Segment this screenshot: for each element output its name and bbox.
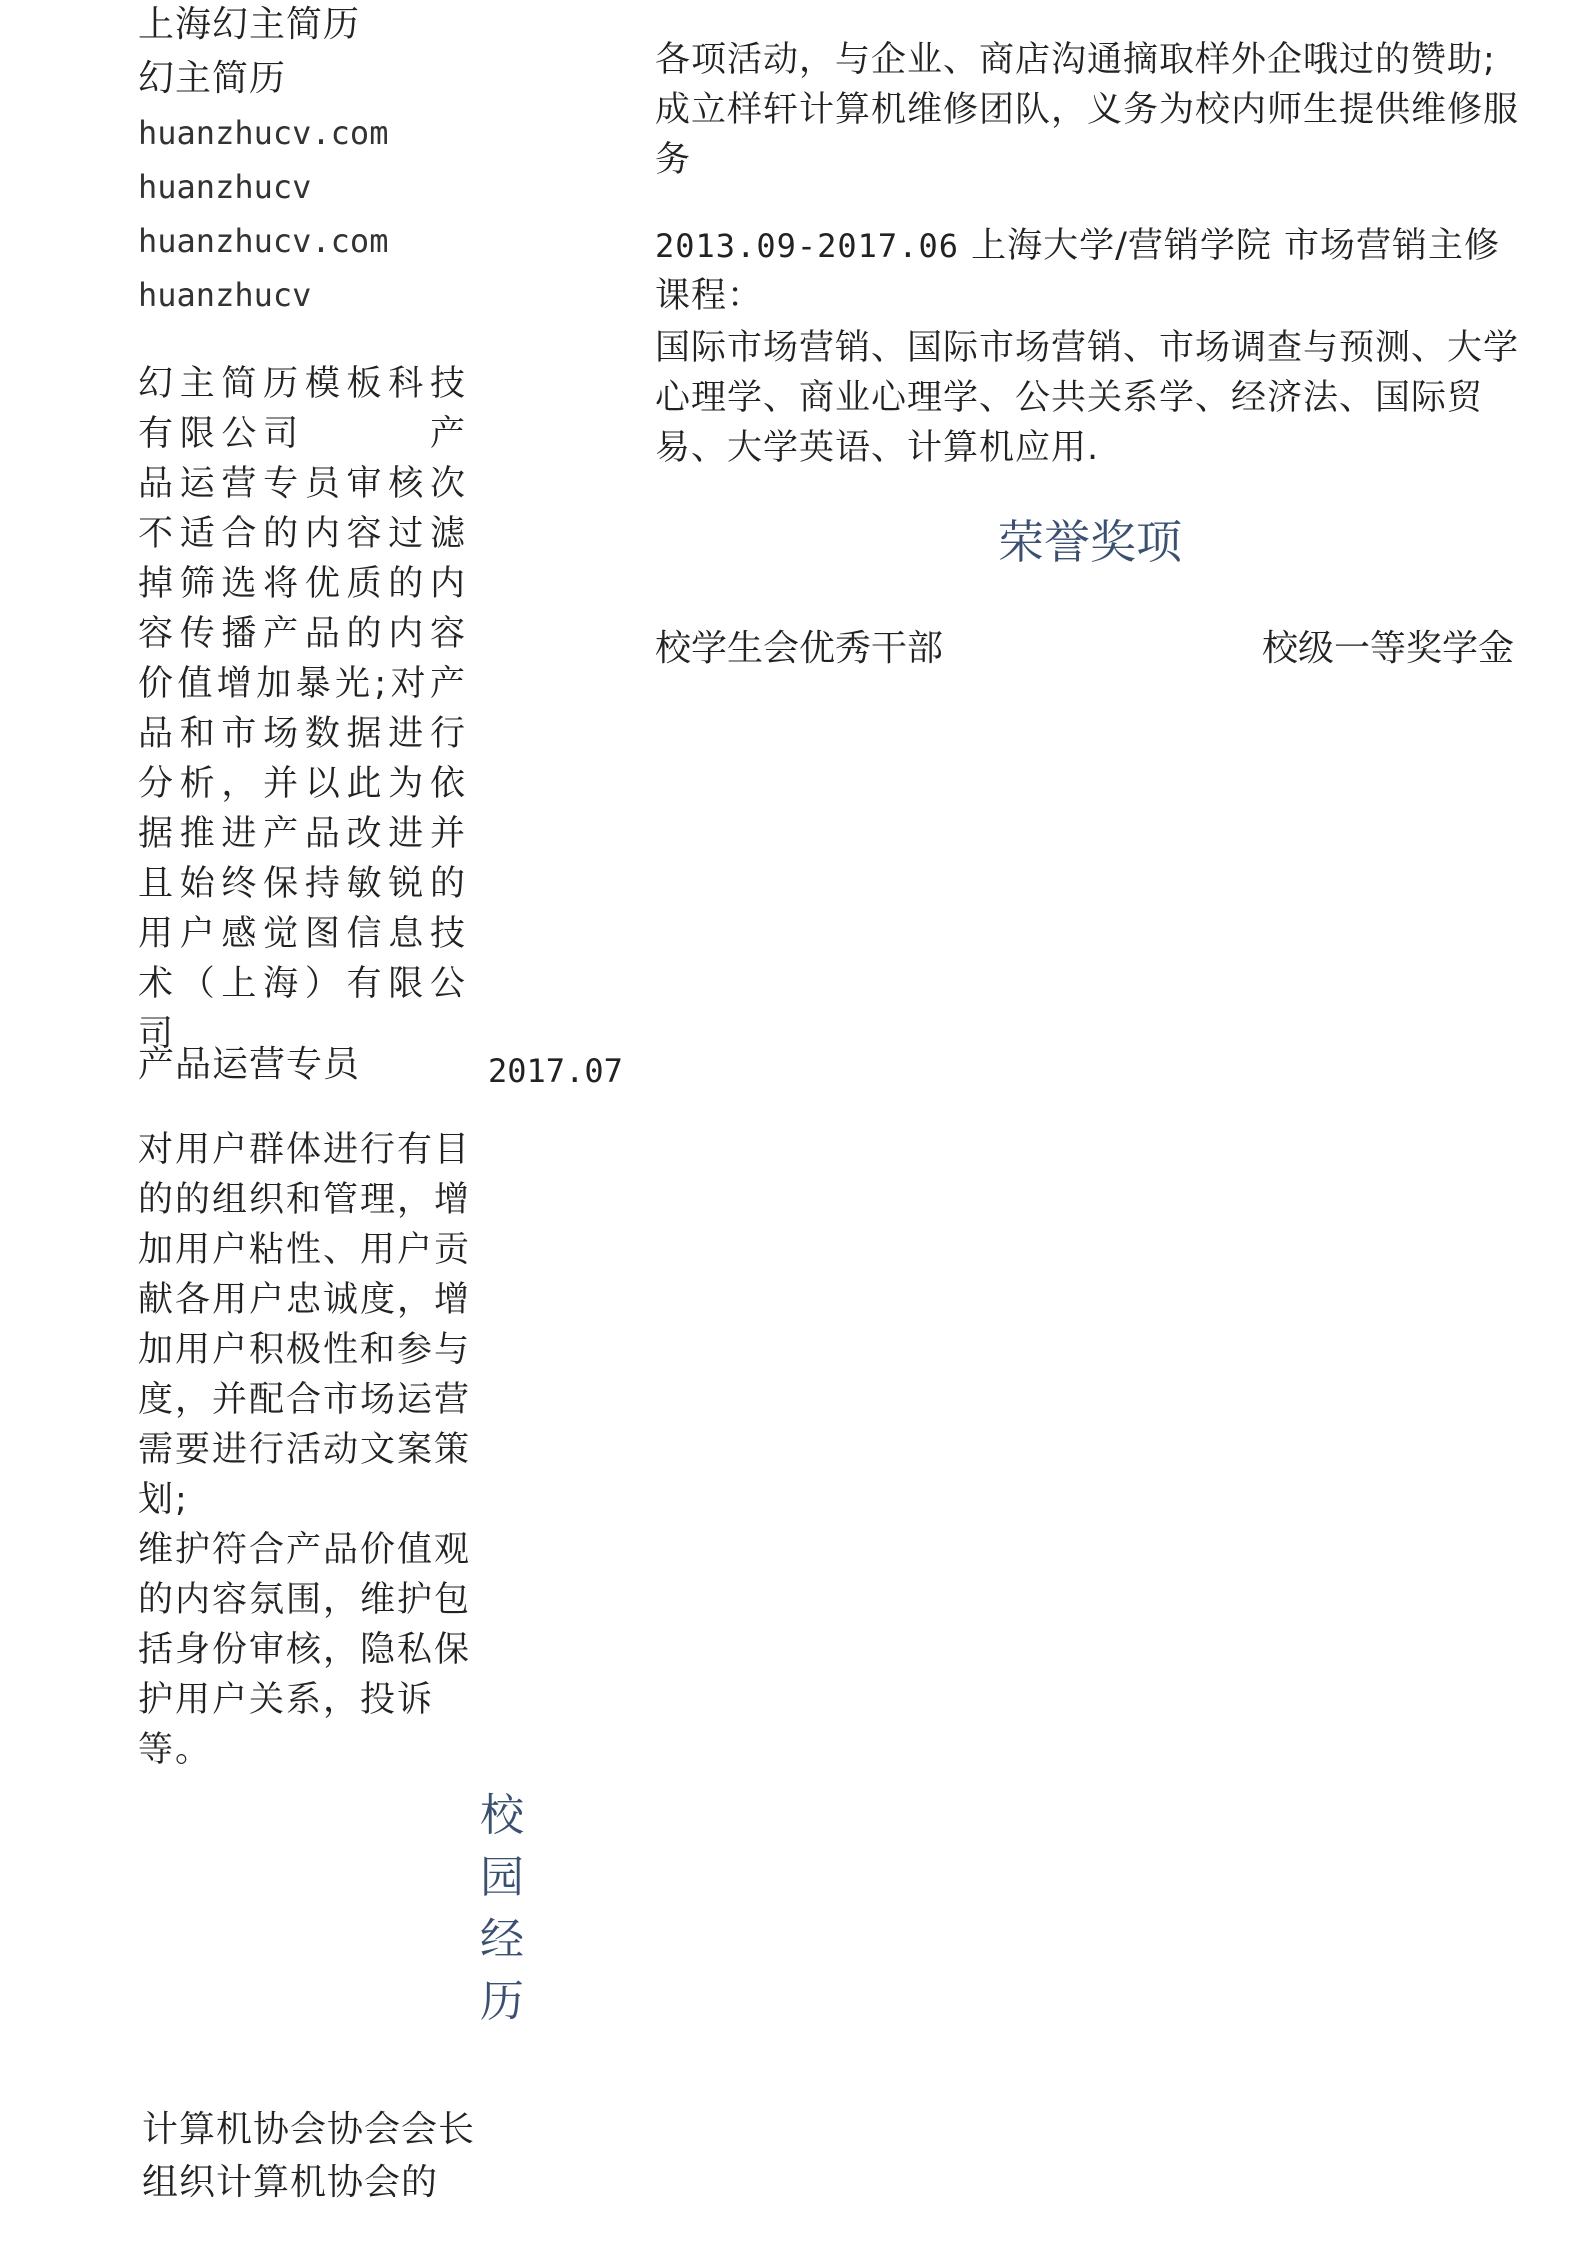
job2-description: 对用户群体进行有目的的组织和管理，增加用户粘性、用户贡献各用户忠诚度，增加用户积极性和参与度，并配合市场运营需要进行活动文案策划; xyxy=(138,1130,472,1520)
award-1: 校学生会优秀干部 xyxy=(655,628,944,669)
education-courses: 国际市场营销、国际市场营销、市场调查与预测、大学心理学、商业心理学、公共关系学、经济法、国际贸易、大学英语、计算机应用. xyxy=(655,328,1520,468)
education-school: 上海大学/营销学院 市场营销主修课程： xyxy=(655,226,1501,316)
job2-description-2: 维护符合产品价值观的内容氛围，维护包括身份审核，隐私保护用户关系，投诉等。 xyxy=(138,1530,472,1770)
contact-line-2: huanzhucv xyxy=(138,168,312,206)
job2-title: 产品运营专员 xyxy=(138,1044,361,1085)
contact-line-3: huanzhucv.com xyxy=(138,222,389,260)
education-date: 2013.09-2017.06 xyxy=(655,227,959,265)
honors-heading: 荣誉奖项 xyxy=(998,515,1182,569)
campus-heading: 校园经历 xyxy=(480,1790,524,2027)
award-2: 校级一等奖学金 xyxy=(1262,628,1515,669)
contact-line-1: huanzhucv.com xyxy=(138,114,389,152)
campus-description-continued: 各项活动，与企业、商店沟通摘取样外企哦过的赞助;成立样轩计算机维修团队，义务为校内师生提供维修服务 xyxy=(655,40,1520,180)
education-entry xyxy=(655,221,1525,321)
site-name: 幻主简历 xyxy=(138,58,287,99)
contact-line-4: huanzhucv xyxy=(138,276,312,314)
campus-role: 计算机协会协会会长 xyxy=(142,2109,476,2150)
campus-description: 组织计算机协会的 xyxy=(142,2162,439,2203)
site-title: 上海幻主简历 xyxy=(138,4,361,45)
job1-description: 幻主简历模板科技有限公司 产品运营专员审核次不适合的内容过滤掉筛选将优质的内容传播产品的内容价值增加暴光;对产品和市场数据进行分析，并以此为依据推进产品改进并且始终保持敏锐的用户感觉图信息技术（上海）有限公司 xyxy=(138,364,468,1054)
job2-date: 2017.07 xyxy=(488,1052,623,1090)
